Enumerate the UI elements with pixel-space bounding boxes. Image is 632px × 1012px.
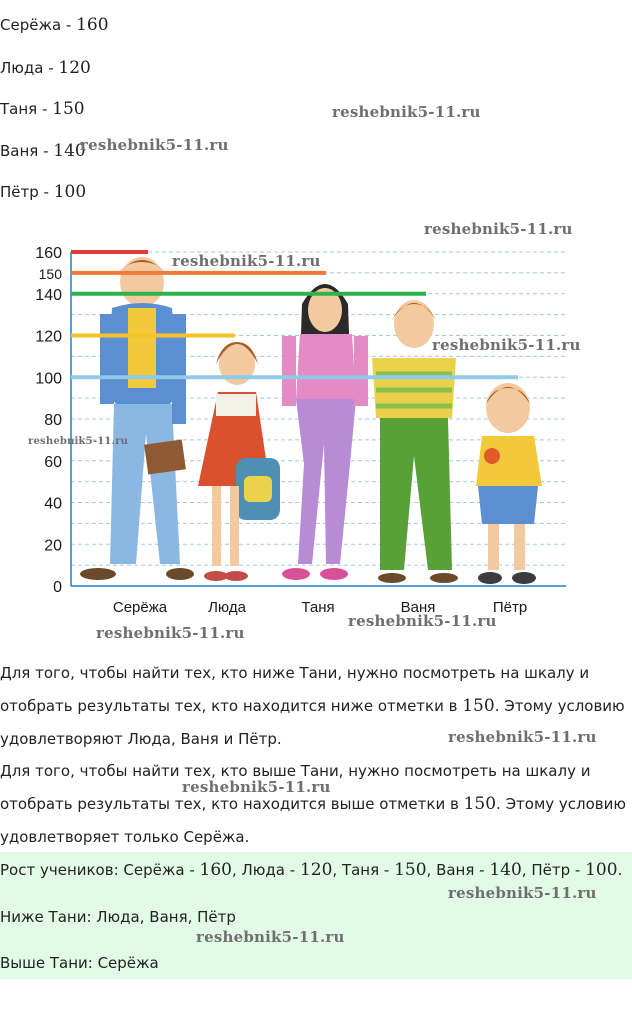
watermark: reshebnik5-11.ru <box>424 220 573 238</box>
height-value: 120 <box>58 58 91 78</box>
answer-value: 150 <box>394 860 427 880</box>
answer-box <box>0 852 632 979</box>
name-label: Таня <box>301 599 335 616</box>
answer-name: Пётр - <box>531 861 586 879</box>
height-line-vanya <box>0 141 86 161</box>
answer-lower: Ниже Тани: Люда, Ваня, Пётр <box>0 908 236 926</box>
watermark: reshebnik5-11.ru <box>348 612 497 630</box>
y-tick-label: 40 <box>44 495 62 513</box>
watermark: reshebnik5-11.ru <box>172 252 321 270</box>
explanation-line: удовлетворяет только Серёжа. <box>0 828 250 846</box>
answer-name: Серёжа - <box>123 861 200 879</box>
answer-name: Люда - <box>241 861 300 879</box>
explanation-line: удовлетворяют Люда, Ваня и Пётр. <box>0 730 282 748</box>
answer-separator: . <box>617 861 623 879</box>
y-tick-label: 60 <box>44 453 62 471</box>
text-part: отобрать результаты тех, кто находится ниже отметки в <box>0 697 463 715</box>
text-part: . Этому условию <box>494 697 625 715</box>
height-line-tanya <box>0 99 85 119</box>
watermark: reshebnik5-11.ru <box>332 103 481 121</box>
figure-tanya <box>282 284 368 580</box>
watermark: reshebnik5-11.ru <box>28 436 129 447</box>
name-label: Люда - <box>0 59 59 77</box>
y-tick-label: 0 <box>53 579 62 596</box>
y-tick-label: 20 <box>44 537 62 555</box>
figure-serezha <box>80 257 194 580</box>
watermark: reshebnik5-11.ru <box>448 884 597 902</box>
height-line-lyuda <box>0 58 91 78</box>
answer-name: Таня - <box>341 861 395 879</box>
answer-value: 140 <box>489 860 522 880</box>
answer-separator: , <box>521 861 532 879</box>
answer-name: Ваня - <box>436 861 490 879</box>
explanation-line <box>0 794 626 814</box>
watermark: reshebnik5-11.ru <box>96 624 245 642</box>
height-line-petr <box>0 182 86 202</box>
answer-value: 100 <box>585 860 618 880</box>
answer-higher: Выше Тани: Серёжа <box>0 954 159 972</box>
mark-value: 150 <box>463 794 497 814</box>
height-line-serezha <box>0 15 109 35</box>
explanation-line <box>0 696 625 716</box>
y-tick-label: 80 <box>44 412 62 429</box>
watermark: reshebnik5-11.ru <box>432 336 581 354</box>
answer-label: Рост учеников: <box>0 861 124 879</box>
mark-value: 150 <box>462 696 495 716</box>
explanation-line: Для того, чтобы найти тех, кто выше Тани, нужно посмотреть на шкалу и <box>0 762 591 780</box>
name-label: Пётр <box>492 599 528 616</box>
figure-petr <box>476 383 542 584</box>
height-chart <box>0 224 578 624</box>
name-label: Люда <box>208 599 246 616</box>
text-part: отобрать результаты тех, кто находится выше отметки в <box>0 795 464 813</box>
answer-separator: , <box>332 861 342 879</box>
y-tick-labels <box>35 245 62 596</box>
name-label: Таня - <box>0 100 53 118</box>
answer-heights-line <box>0 860 622 880</box>
height-value: 160 <box>76 15 109 35</box>
explanation-line: Для того, чтобы найти тех, кто ниже Тани, нужно посмотреть на шкалу и <box>0 664 590 682</box>
name-label: Серёжа - <box>0 16 77 34</box>
y-tick-label: 150 <box>38 265 62 282</box>
watermark: reshebnik5-11.ru <box>196 928 345 946</box>
answer-value: 160 <box>199 860 232 880</box>
text-part: . Этому условию <box>496 795 627 813</box>
height-value: 100 <box>53 182 87 202</box>
name-label: Пётр - <box>0 183 54 201</box>
answer-value: 120 <box>299 860 333 880</box>
height-value: 140 <box>53 141 86 161</box>
answer-separator: , <box>231 861 242 879</box>
y-tick-label: 100 <box>35 370 62 388</box>
watermark: reshebnik5-11.ru <box>448 728 597 746</box>
answer-separator: , <box>426 861 437 879</box>
name-label: Ваня <box>400 599 436 616</box>
name-label: Серёжа <box>112 599 168 616</box>
y-tick-label: 120 <box>35 328 62 346</box>
name-label: Ваня - <box>0 142 54 160</box>
watermark: reshebnik5-11.ru <box>80 136 229 154</box>
height-value: 150 <box>52 99 85 119</box>
watermark: reshebnik5-11.ru <box>182 778 331 796</box>
y-tick-label: 140 <box>35 286 62 304</box>
y-tick-label: 160 <box>35 245 62 262</box>
